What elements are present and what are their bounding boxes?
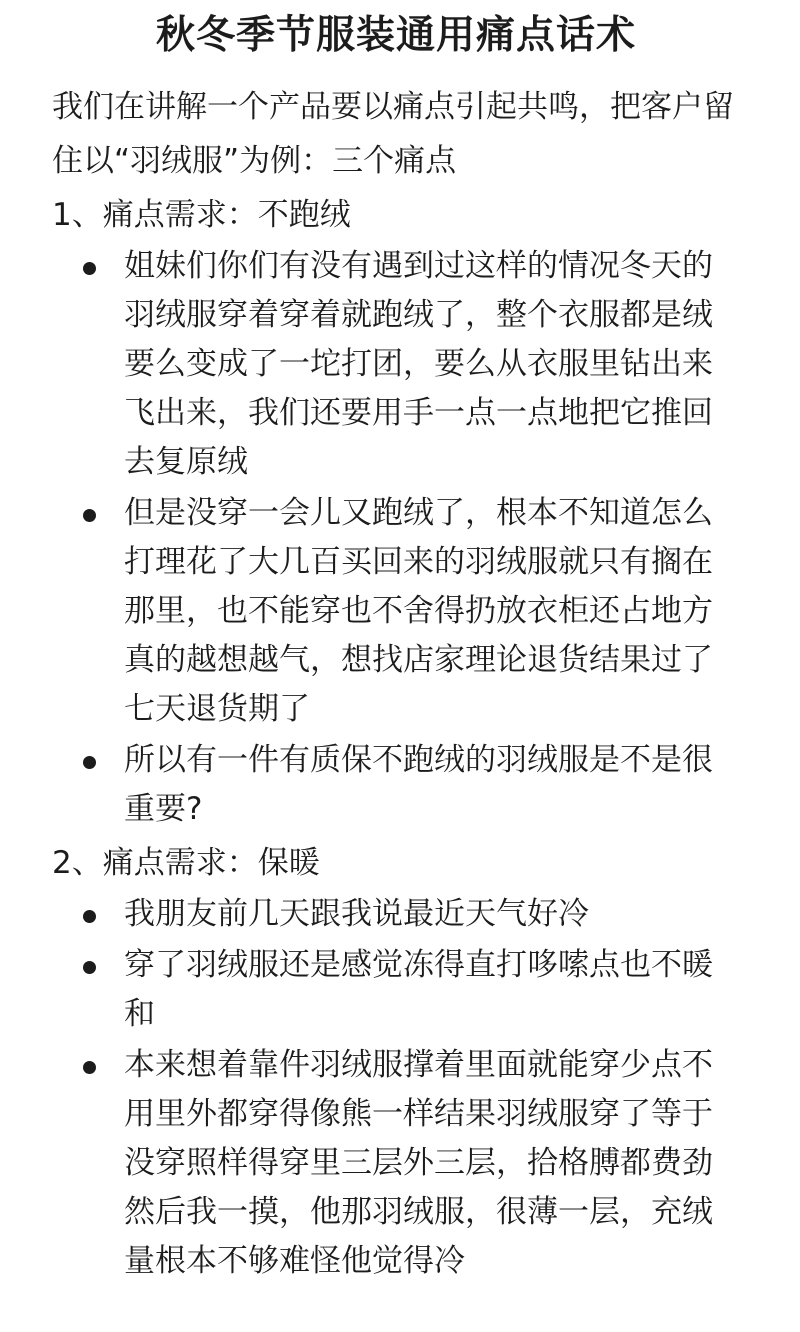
point-text: 姐妹们你们有没有遇到过这样的情况冬天的羽绒服穿着穿着就跑绒了，整个衣服都是绒要么变成了一坨打团，要么从衣服里钻出来飞出来，我们还要用手一点一点地把它推回去复原绒 (124, 248, 713, 480)
bullet-icon (83, 910, 96, 923)
bullet-icon (83, 1061, 96, 1074)
intro-paragraph: 我们在讲解一个产品要以痛点引起共鸣，把客户留住以“羽绒服”为例：三个痛点 (52, 89, 734, 179)
section-heading: 1、痛点需求：不跑绒 (52, 197, 351, 233)
section-1 (52, 188, 740, 834)
point-text: 本来想着靠件羽绒服撑着里面就能穿少点不用里外都穿得像熊一样结果羽绒服穿了等于没穿照样得穿里三层外三层，拾格膊都费劲然后我一摸，他那羽绒服，很薄一层，充绒量根本不够难怪他觉得冷 (124, 1047, 713, 1279)
point-text: 所以有一件有质保不跑绒的羽绒服是不是很重要? (124, 742, 713, 827)
bullet-icon (83, 262, 96, 275)
section-2 (52, 836, 740, 1286)
list-item (52, 890, 740, 939)
point-text: 穿了羽绒服还是感觉冻得直打哆嗦点也不暖和 (124, 947, 713, 1032)
list-item (52, 736, 740, 834)
point-text: 我朋友前几天跟我说最近天气好冷 (124, 896, 589, 932)
bullet-icon (83, 756, 96, 769)
point-list (52, 242, 740, 834)
bullet-icon (83, 961, 96, 974)
point-text: 但是没穿一会儿又跑绒了，根本不知道怎么打理花了大几百买回来的羽绒服就只有搁在那里，也不能穿也不舍得扔放衣柜还占地方真的越想越气，想找店家理论退货结果过了七天退货期了 (124, 495, 713, 727)
page-title: 秋冬季节服装通用痛点话术 (155, 13, 636, 58)
list-item (52, 489, 740, 734)
bullet-icon (83, 509, 96, 522)
list-item (52, 941, 740, 1039)
list-item (52, 242, 740, 487)
point-list (52, 890, 740, 1286)
section-heading: 2、痛点需求：保暖 (52, 845, 320, 881)
list-item (52, 1041, 740, 1286)
